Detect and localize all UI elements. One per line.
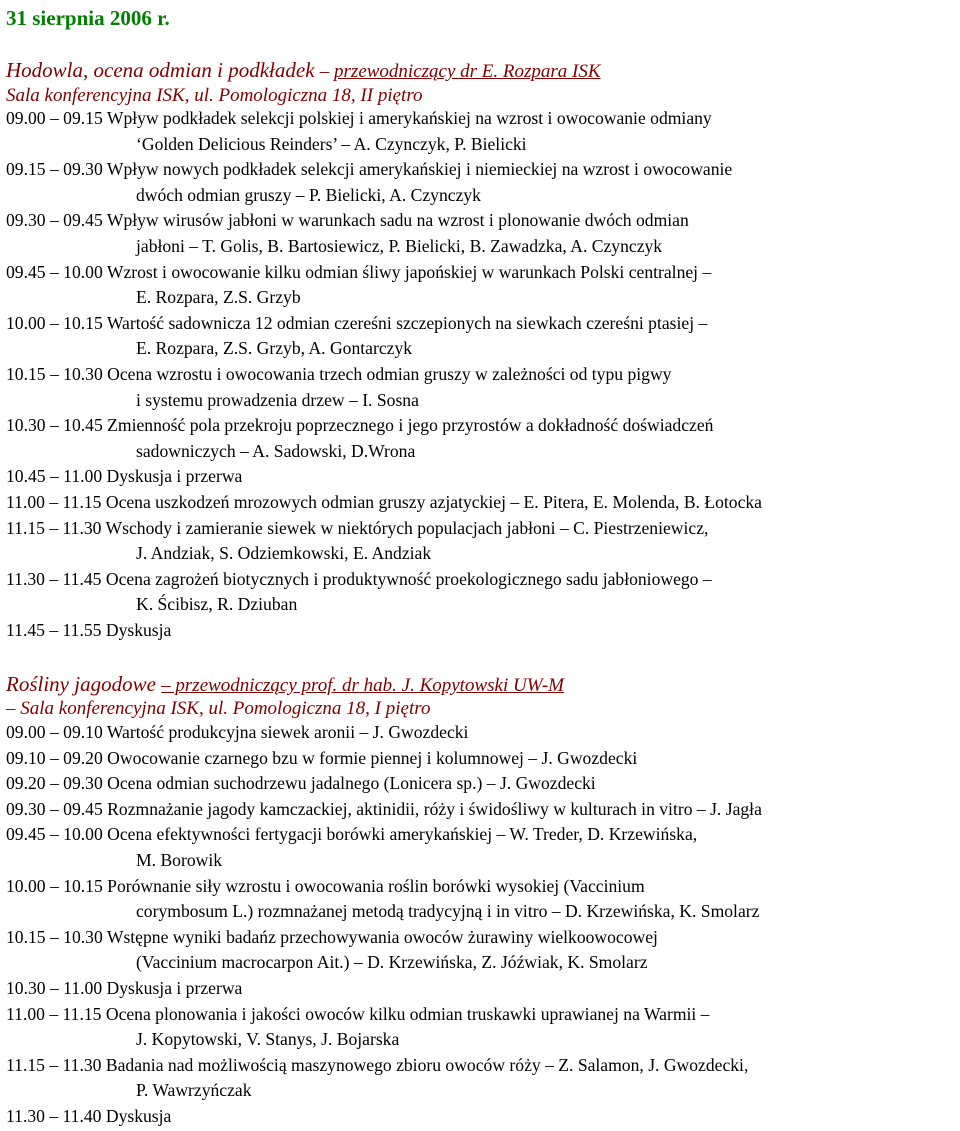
schedule-item-line1: 10.15 – 10.30 Wstępne wyniki badańz przechowywania owoców żurawiny wielkoowocowej — [6, 926, 658, 947]
schedule-item-line2: ‘Golden Delicious Reinders’ – A. Czynczyk, P. Bielicki — [136, 133, 527, 154]
schedule-item-line2: sadowniczych – A. Sadowski, D.Wrona — [136, 440, 416, 461]
section2-chair: – przewodniczący prof. dr hab. J. Kopytowski UW-M — [161, 675, 564, 696]
section1-header — [6, 57, 601, 85]
section1-location: Sala konferencyjna ISK, ul. Pomologiczna 18, II piętro — [6, 85, 423, 106]
schedule-item-line1: 09.20 – 09.30 Ocena odmian suchodrzewu jadalnego (Lonicera sp.) – J. Gwozdecki — [6, 773, 596, 794]
schedule-item-line2: corymbosum L.) rozmnażanej metodą tradycyjną i in vitro – D. Krzewińska, K. Smolarz — [136, 901, 760, 922]
schedule-item-line1: 10.30 – 11.00 Dyskusja i przerwa — [6, 977, 243, 998]
schedule-item — [6, 362, 956, 413]
section1-title: Hodowla, ocena odmian i podkładek — [6, 58, 315, 82]
schedule-item-line1: 10.45 – 11.00 Dyskusja i przerwa — [6, 466, 243, 487]
schedule-item-line1: 11.45 – 11.55 Dyskusja — [6, 619, 172, 640]
schedule-item — [6, 208, 956, 259]
schedule-item-line1: 11.00 – 11.15 Ocena plonowania i jakości owoców kilku odmian truskawki uprawianej na Warmii – — [6, 1003, 710, 1024]
schedule-item-line1: 09.30 – 09.45 Wpływ wirusów jabłoni w warunkach sadu na wzrost i plonowanie dwóch odmian — [6, 210, 689, 231]
document-date: 31 sierpnia 2006 r. — [6, 6, 170, 30]
schedule-item-line2: i systemu prowadzenia drzew – I. Sosna — [136, 389, 419, 410]
schedule-item-line1: 11.30 – 11.40 Dyskusja — [6, 1105, 172, 1126]
schedule-item-line2: E. Rozpara, Z.S. Grzyb, A. Gontarczyk — [136, 338, 413, 359]
schedule-item — [6, 516, 956, 567]
schedule-item-line1: 09.30 – 09.45 Rozmnażanie jagody kamczackiej, aktinidii, róży i świdośliwy w kulturach in vitro – J. Jagła — [6, 798, 762, 819]
schedule-item-line2: (Vaccinium macrocarpon Ait.) – D. Krzewińska, Z. Jóźwiak, K. Smolarz — [136, 952, 648, 973]
schedule-item-line1: 09.10 – 09.20 Owocowanie czarnego bzu w formie piennej i kolumnowej – J. Gwozdecki — [6, 747, 638, 768]
schedule-item-line1: 09.00 – 09.10 Wartość produkcyjna siewek aronii – J. Gwozdecki — [6, 722, 469, 742]
schedule-item — [6, 490, 956, 516]
schedule-item-line2: M. Borowik — [136, 849, 223, 870]
schedule-item — [6, 567, 956, 618]
schedule-item-line1: 09.45 – 10.00 Ocena efektywności fertygacji borówki amerykańskiej – W. Treder, D. Krzewińska, — [6, 824, 698, 845]
schedule-item — [6, 1002, 956, 1053]
schedule-item-line1: 09.00 – 09.15 Wpływ podkładek selekcji polskiej i amerykańskiej na wzrost i owocowanie odmiany — [6, 108, 712, 128]
schedule-item-line2: P. Wawrzyńczak — [136, 1080, 252, 1101]
section2-header — [6, 671, 564, 699]
section2-location: – Sala konferencyjna ISK, ul. Pomologiczna 18, I piętro — [6, 698, 431, 719]
schedule-item-line1: 10.00 – 10.15 Wartość sadownicza 12 odmian czereśni szczepionych na siewkach czereśni ptasiej – — [6, 312, 708, 333]
schedule-item — [6, 413, 956, 464]
schedule-item — [6, 771, 956, 797]
schedule-item — [6, 1053, 956, 1104]
section2-schedule — [6, 720, 956, 1130]
schedule-item-line1: 11.15 – 11.30 Wschody i zamieranie siewek w niektórych populacjach jabłoni – C. Piestrzeniewicz, — [6, 517, 709, 538]
section2-title: Rośliny jagodowe — [6, 672, 156, 696]
schedule-item — [6, 106, 956, 157]
schedule-item — [6, 925, 956, 976]
schedule-item — [6, 464, 956, 490]
section1-chair-text: – przewodniczący dr E. Rozpara ISK — [319, 61, 601, 82]
schedule-item — [6, 797, 956, 823]
schedule-item-line1: 11.30 – 11.45 Ocena zagrożeń biotycznych i produktywność proekologicznego sadu jabłoniowego – — [6, 568, 712, 589]
schedule-item-line2: J. Andziak, S. Odziemkowski, E. Andziak — [136, 543, 432, 564]
schedule-item-line1: 10.00 – 10.15 Porównanie siły wzrostu i owocowania roślin borówki wysokiej (Vaccinium — [6, 875, 645, 896]
schedule-item — [6, 1104, 956, 1130]
schedule-item-line1: 11.00 – 11.15 Ocena uszkodzeń mrozowych odmian gruszy azjatyckiej – E. Pitera, E. Molenda, B. Łotocka — [6, 491, 762, 512]
schedule-item-line1: 09.15 – 09.30 Wpływ nowych podkładek selekcji amerykańskiej i niemieckiej na wzrost i owocowanie — [6, 159, 733, 180]
schedule-item — [6, 976, 956, 1002]
schedule-item — [6, 311, 956, 362]
schedule-item — [6, 157, 956, 208]
schedule-item-line2: jabłoni – T. Golis, B. Bartosiewicz, P. Bielicki, B. Zawadzka, A. Czynczyk — [136, 235, 663, 256]
schedule-item-line1: 10.15 – 10.30 Ocena wzrostu i owocowania trzech odmian gruszy w zależności od typu pigwy — [6, 363, 672, 384]
schedule-item — [6, 618, 956, 644]
schedule-item-line2: E. Rozpara, Z.S. Grzyb — [136, 287, 301, 308]
schedule-item-line2: K. Ścibisz, R. Dziuban — [136, 594, 298, 615]
schedule-item — [6, 874, 956, 925]
schedule-item-line2: dwóch odmian gruszy – P. Bielicki, A. Czynczyk — [136, 184, 481, 205]
schedule-item — [6, 746, 956, 772]
schedule-item — [6, 822, 956, 873]
section1-chair — [320, 58, 601, 82]
schedule-item-line1: 11.15 – 11.30 Badania nad możliwością maszynowego zbioru owoców róży – Z. Salamon, J. Gwozdecki, — [6, 1054, 749, 1075]
section1-schedule — [6, 106, 956, 643]
schedule-item-line1: 09.45 – 10.00 Wzrost i owocowanie kilku odmian śliwy japońskiej w warunkach Polski centralnej – — [6, 261, 712, 282]
schedule-item — [6, 720, 956, 746]
schedule-item — [6, 260, 956, 311]
schedule-item-line2: J. Kopytowski, V. Stanys, J. Bojarska — [136, 1029, 400, 1050]
schedule-item-line1: 10.30 – 10.45 Zmienność pola przekroju poprzecznego i jego przyrostów a dokładność doświadczeń — [6, 415, 714, 436]
